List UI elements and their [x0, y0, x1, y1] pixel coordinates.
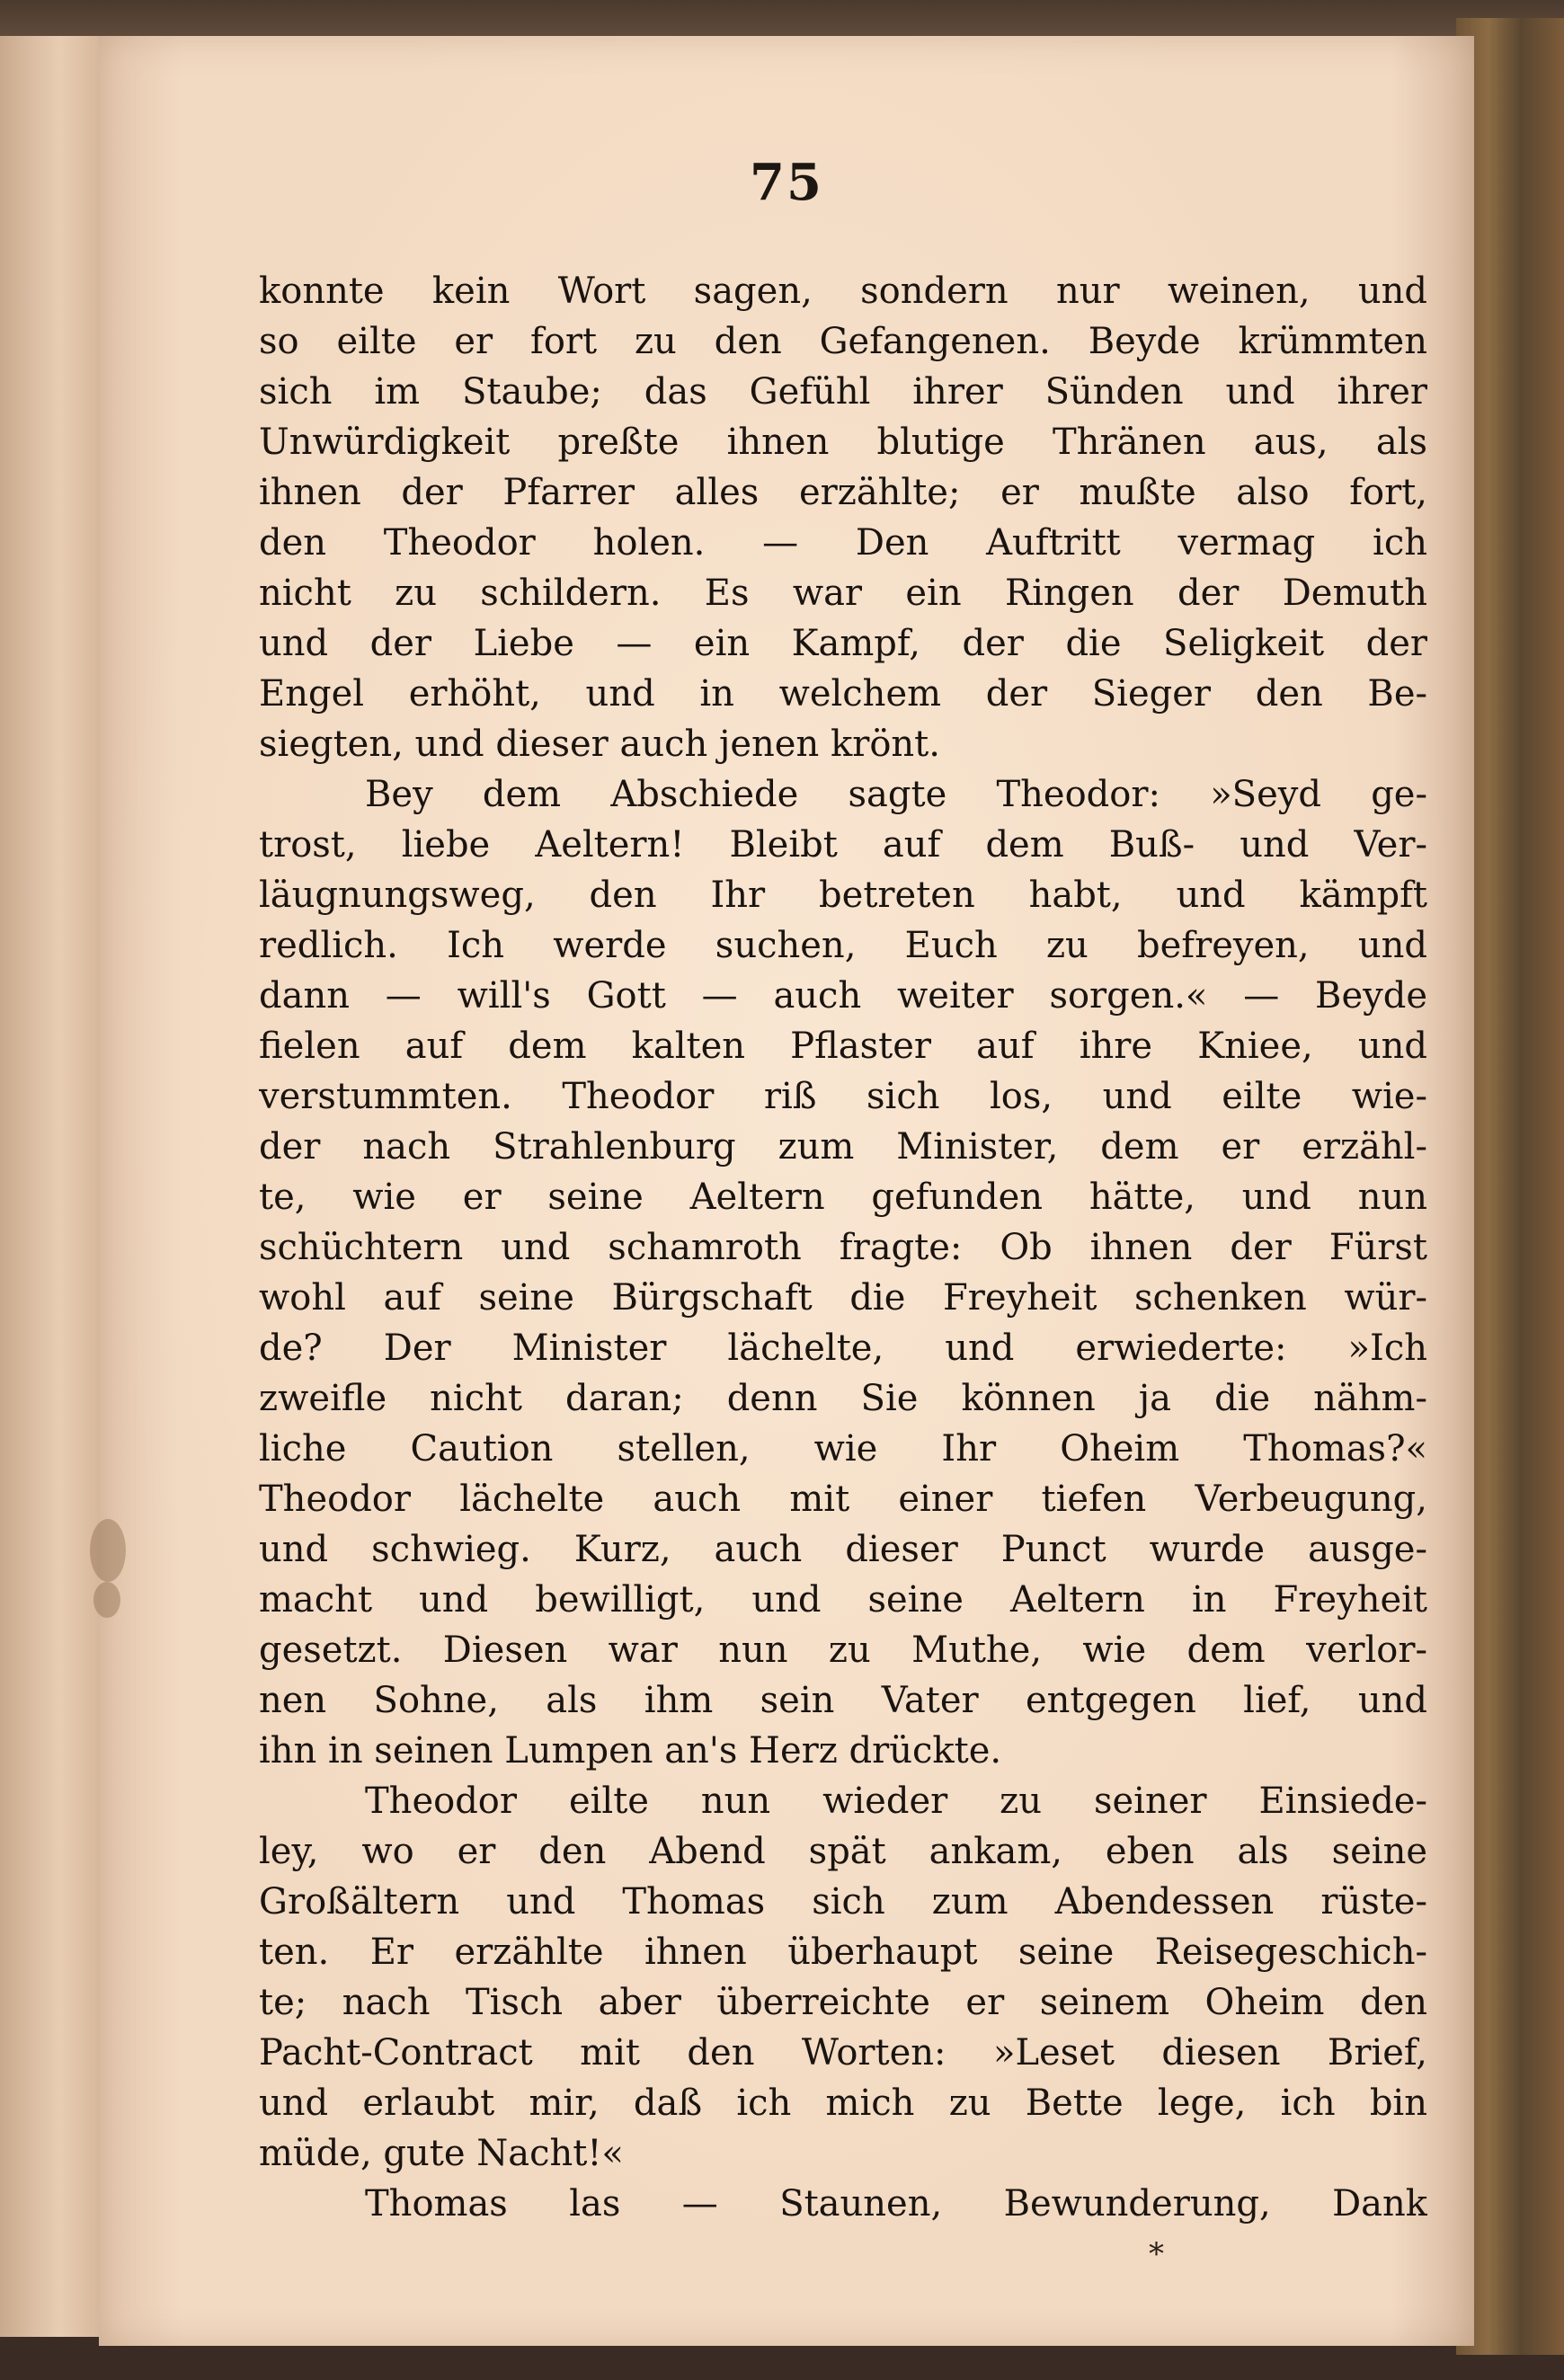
text-line: Thomas las — Staunen, Bewunderung, Dank [365, 2183, 1427, 2225]
text-line: und erlaubt mir, daß ich mich zu Bette lege, ich bin [259, 2082, 1427, 2124]
text-line: dann — will's Gott — auch weiter sorgen.« — Beyde [259, 975, 1427, 1017]
text-line: Großältern und Thomas sich zum Abendessen rüste- [259, 1881, 1427, 1923]
paper-stain [93, 1582, 120, 1618]
text-line: macht und bewilligt, und seine Aeltern in Freyheit [259, 1579, 1427, 1621]
text-line: Engel erhöht, und in welchem der Sieger den Be- [259, 673, 1427, 715]
text-line: gesetzt. Diesen war nun zu Muthe, wie dem verlor- [259, 1630, 1427, 1671]
paper-stain [90, 1519, 126, 1582]
text-line: nicht zu schildern. Es war ein Ringen der Demuth [259, 573, 1427, 614]
signature-mark: * [1149, 2236, 1164, 2272]
text-line: ley, wo er den Abend spät ankam, eben als seine [259, 1831, 1427, 1872]
text-line: redlich. Ich werde suchen, Euch zu befreyen, und [259, 925, 1427, 966]
text-line: läugnungsweg, den Ihr betreten habt, und kämpft [259, 875, 1427, 916]
text-line: müde, gute Nacht!« [259, 2133, 624, 2174]
text-line: nen Sohne, als ihm sein Vater entgegen lief, und [259, 1680, 1427, 1721]
text-line: und schwieg. Kurz, auch dieser Punct wurde ausge- [259, 1529, 1427, 1570]
text-line: Bey dem Abschiede sagte Theodor: »Seyd ge- [365, 774, 1427, 815]
page-text [259, 266, 1427, 2229]
text-line: ihn in seinen Lumpen an's Herz drückte. [259, 1730, 1002, 1772]
text-line: sich im Staube; das Gefühl ihrer Sünden und ihrer [259, 371, 1427, 413]
text-line: zweifle nicht daran; denn Sie können ja die nähm- [259, 1378, 1427, 1419]
text-line: Theodor eilte nun wieder zu seiner Einsiede- [365, 1781, 1427, 1822]
text-line: de? Der Minister lächelte, und erwiederte: »Ich [259, 1328, 1427, 1369]
book-page [99, 36, 1474, 2346]
text-line: ihnen der Pfarrer alles erzählte; er mußte also fort, [259, 472, 1427, 513]
page-number: 75 [750, 153, 823, 212]
text-line: Unwürdigkeit preßte ihnen blutige Thränen aus, als [259, 422, 1427, 463]
text-line: ten. Er erzählte ihnen überhaupt seine Reisegeschich- [259, 1932, 1427, 1973]
text-line: und der Liebe — ein Kampf, der die Seligkeit der [259, 623, 1427, 664]
text-line: schüchtern und schamroth fragte: Ob ihnen der Fürst [259, 1227, 1427, 1268]
text-line: wohl auf seine Bürgschaft die Freyheit schenken wür- [259, 1277, 1427, 1319]
facing-page-edge [0, 36, 99, 2337]
text-line: siegten, und dieser auch jenen krönt. [259, 724, 940, 765]
text-line: te, wie er seine Aeltern gefunden hätte, und nun [259, 1177, 1427, 1218]
text-line: den Theodor holen. — Den Auftritt vermag ich [259, 522, 1427, 564]
text-line: te; nach Tisch aber überreichte er seinem Oheim den [259, 1982, 1427, 2023]
text-line: Theodor lächelte auch mit einer tiefen Verbeugung, [259, 1479, 1427, 1520]
text-line: verstummten. Theodor riß sich los, und eilte wie- [259, 1076, 1427, 1117]
text-line: trost, liebe Aeltern! Bleibt auf dem Buß- und Ver- [259, 824, 1427, 866]
text-line: Pacht-Contract mit den Worten: »Leset diesen Brief, [259, 2032, 1427, 2074]
text-line: fielen auf dem kalten Pflaster auf ihre Kniee, und [259, 1026, 1427, 1067]
text-line: konnte kein Wort sagen, sondern nur weinen, und [259, 271, 1427, 312]
text-line: der nach Strahlenburg zum Minister, dem er erzähl- [259, 1126, 1427, 1168]
text-line: liche Caution stellen, wie Ihr Oheim Thomas?« [259, 1428, 1427, 1470]
text-line: so eilte er fort zu den Gefangenen. Beyde krümmten [259, 321, 1427, 362]
